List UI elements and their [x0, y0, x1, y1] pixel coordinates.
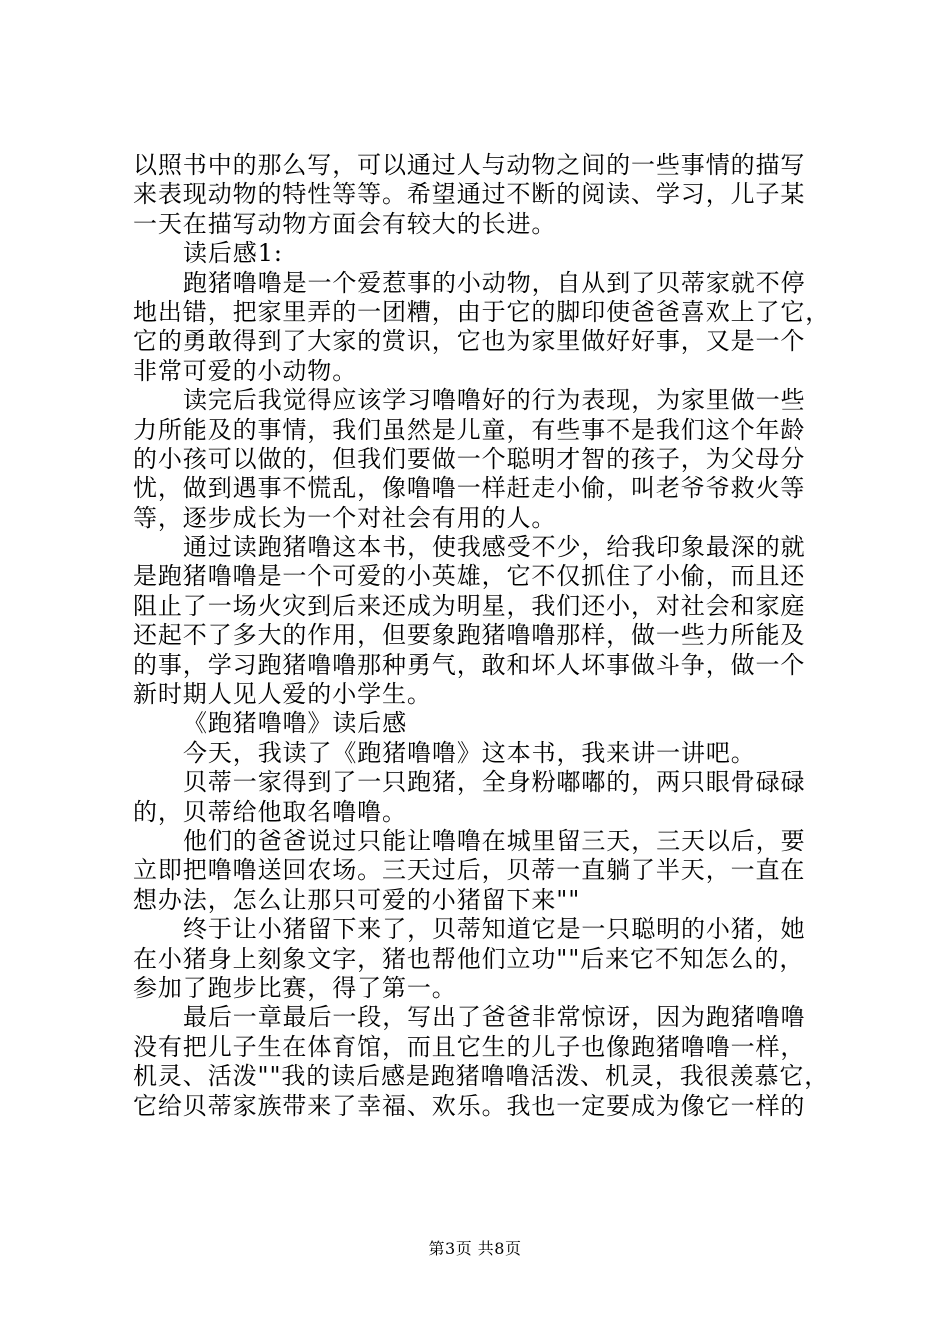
text-line: 他们的爸爸说过只能让噜噜在城里留三天，三天以后，要 [183, 826, 806, 855]
text-line: 来表现动物的特性等等。希望通过不断的阅读、学习，儿子某 [133, 180, 806, 209]
text-line: 它的勇敢得到了大家的赏识，它也为家里做好好事，又是一个 [133, 327, 806, 356]
text-line: 今天，我读了《跑猪噜噜》这本书，我来讲一讲吧。 [183, 738, 756, 767]
document-body [133, 151, 833, 1121]
text-line: 非常可爱的小动物。 [133, 356, 358, 385]
text-line: 的小孩可以做的，但我们要做一个聪明才智的孩子，为父母分 [133, 444, 806, 473]
text-line: 地出错，把家里弄的一团糟，由于它的脚印使爸爸喜欢上了它， [133, 297, 831, 326]
text-line: 的，贝蒂给他取名噜噜。 [133, 797, 407, 826]
text-line: 它给贝蒂家族带来了幸福、欢乐。我也一定要成为像它一样的 [133, 1091, 806, 1120]
text-line: 终于让小猪留下来了，贝蒂知道它是一只聪明的小猪，她 [183, 915, 806, 944]
text-line: 参加了跑步比赛，得了第一。 [133, 973, 457, 1002]
text-line: 新时期人见人爱的小学生。 [133, 680, 432, 709]
text-line: 最后一章最后一段，写出了爸爸非常惊讶，因为跑猪噜噜 [183, 1003, 806, 1032]
text-line: 机灵、活泼""我的读后感是跑猪噜噜活泼、机灵，我很羡慕它， [133, 1062, 830, 1091]
text-line: 是跑猪噜噜是一个可爱的小英雄，它不仅抓住了小偷，而且还 [133, 562, 806, 591]
text-line: 立即把噜噜送回农场。三天过后，贝蒂一直躺了半天，一直在 [133, 856, 806, 885]
page-footer: 第3页 共8页 [428, 1239, 522, 1258]
text-line: 读完后我觉得应该学习噜噜好的行为表现，为家里做一些 [183, 386, 806, 415]
text-line: 想办法，怎么让那只可爱的小猪留下来"" [133, 885, 581, 914]
text-line: 读后感1: [183, 239, 283, 268]
text-line: 一天在描写动物方面会有较大的长进。 [133, 209, 557, 238]
text-line: 忧，做到遇事不慌乱，像噜噜一样赶走小偷，叫老爷爷救火等 [133, 474, 806, 503]
text-line: 在小猪身上刻象文字，猪也帮他们立功""后来它不知怎么的， [133, 944, 805, 973]
text-line: 贝蒂一家得到了一只跑猪，全身粉嘟嘟的，两只眼骨碌碌 [183, 768, 806, 797]
text-line: 还起不了多大的作用，但要象跑猪噜噜那样，做一些力所能及 [133, 621, 806, 650]
text-line: 等，逐步成长为一个对社会有用的人。 [133, 503, 557, 532]
text-line: 阻止了一场火灾到后来还成为明星，我们还小，对社会和家庭 [133, 591, 806, 620]
text-line: 力所能及的事情，我们虽然是儿童，有些事不是我们这个年龄 [133, 415, 806, 444]
text-line: 《跑猪噜噜》读后感 [183, 709, 408, 738]
text-line: 的事，学习跑猪噜噜那种勇气，敢和坏人坏事做斗争，做一个 [133, 650, 806, 679]
text-line: 通过读跑猪噜这本书，使我感受不少，给我印象最深的就 [183, 533, 806, 562]
text-line: 跑猪噜噜是一个爱惹事的小动物，自从到了贝蒂家就不停 [183, 268, 806, 297]
text-line: 没有把儿子生在体育馆，而且它生的儿子也像跑猪噜噜一样， [133, 1032, 806, 1061]
text-line: 以照书中的那么写，可以通过人与动物之间的一些事情的描写 [133, 151, 806, 179]
